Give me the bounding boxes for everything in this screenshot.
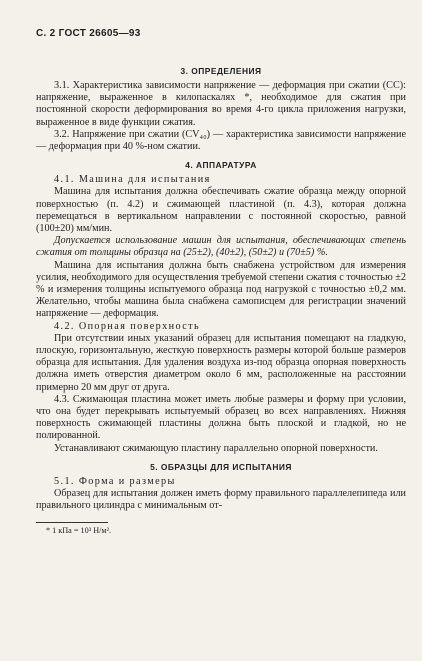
subsection-4-2-heading: 4.2. Опорная поверхность xyxy=(54,320,201,332)
paragraph-4-1-equipment: Машина для испытания должна быть снабжена устройством для измерения усилия, необходимого для осуществления требуемой степени сжатия с точностью ±2 % и измерения толщины испытуемого образца под нагрузкой с точностью ±0,2 мм. Желательно, чтобы машина была снабжена самописцем для регистрации значений напряжение — деформация. xyxy=(36,259,406,320)
paragraph-4-2: При отсутствии иных указаний образец для испытания помещают на гладкую, плоскую, горизонтальную, жесткую поверхность размеры которой больше размеров образца для испытания. Для удаления воздуха из-под образца опорная поверхность должна иметь отверстия диаметром около 6 мм, расположенные на расстоянии примерно 20 мм друг от друга. xyxy=(36,332,406,393)
paragraph-4-1: Машина для испытания должна обеспечивать сжатие образца между опорной поверхностью (п. 4.2) и сжимающей пластиной (п. 4.3), которая должна перемещаться в вертикальном направлении с постоянной скоростью, равной (100±20) мм/мин. xyxy=(36,186,406,235)
paragraph-3-1: 3.1. Характеристика зависимости напряжение — деформация при сжатии (CC): напряжение, выраженное в килопаскалях *, необходимое для сжатия при постоянной скорости деформирования во время 4-го цикла приложения нагрузки, выраженное в виде функции сжатия. xyxy=(36,80,406,128)
footnote: * 1 кПа = 10³ Н/м². xyxy=(46,525,112,535)
paragraph-3-2: 3.2. Напряжение при сжатии (CV₄₀) — характеристика зависимости напряжение — деформация при 40 %-ном сжатии. xyxy=(36,128,406,153)
paragraph-4-3-install: Устанавливают сжимающую пластину параллельно опорной поверхности. xyxy=(54,442,378,454)
section-4-title: 4. АППАРАТУРА xyxy=(185,160,257,171)
paragraph-4-3: 4.3. Сжимающая пластина может иметь любые размеры и форму при условии, что она будет перекрывать испытуемый образец во всех направлениях. Нижняя поверхность сжимающей пластины должна быть плоской и гладкой, но не полированной. xyxy=(36,393,406,442)
document-body xyxy=(36,62,406,536)
subsection-5-1-heading: 5.1. Форма и размеры xyxy=(54,475,176,487)
subsection-4-1-heading: 4.1. Машина для испытания xyxy=(54,174,211,186)
section-5-title: 5. ОБРАЗЦЫ ДЛЯ ИСПЫТАНИЯ xyxy=(150,461,292,472)
footnote-divider xyxy=(36,522,108,523)
paragraph-4-1-italic: Допускается использование машин для испытания, обеспечивающих степень сжатия от толщины образца на (25±2), (40±2), (50±2) и (70±5) %. xyxy=(36,235,406,259)
paragraph-5-1: Образец для испытания должен иметь форму правильного параллелепипеда или правильного цилиндра с минимальным от- xyxy=(36,488,406,512)
page-header: С. 2 ГОСТ 26605—93 xyxy=(36,28,141,39)
section-3-title: 3. ОПРЕДЕЛЕНИЯ xyxy=(180,66,262,76)
